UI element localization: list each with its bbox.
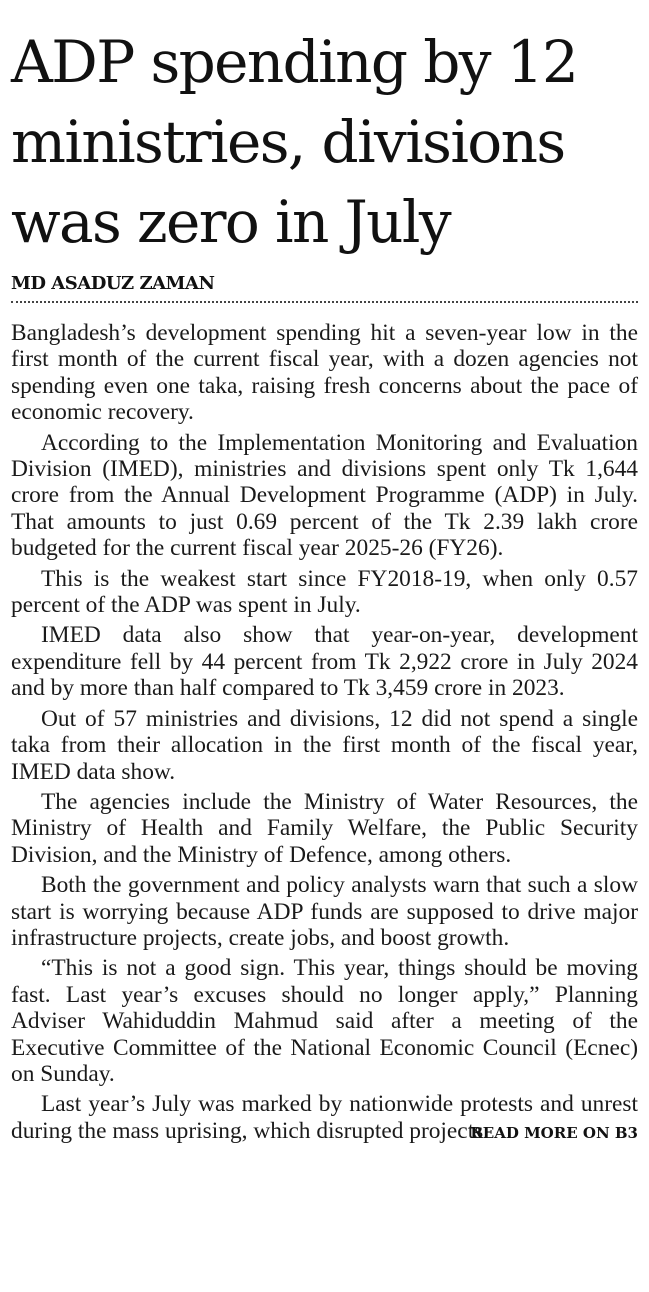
headline-line-2: ministries, divisions [11,108,565,176]
headline-line-1: ADP spending by 12 [11,28,578,96]
paragraph-1: Bangladesh’s development spending hit a seven-year low in the first month of the current fiscal year, with a dozen agencies not spending even one taka, raising fresh concerns about the pace of economic recovery. [11,320,638,426]
headline [11,22,638,262]
paragraph-6: The agencies include the Ministry of Water Resources, the Ministry of Health and Family Welfare, the Public Security Division, and the Ministry of Defence, among others. [11,788,638,868]
byline: MD ASADUZ ZAMAN [11,273,215,294]
news-article [11,22,638,1148]
dotted-divider [11,301,638,303]
paragraph-3: This is the weakest start since FY2018-19, when only 0.57 percent of the ADP was spent in July. [11,565,638,619]
paragraph-5: Out of 57 ministries and divisions, 12 did not spend a single taka from their allocation in the first month of the fiscal year, IMED data show. [11,705,638,785]
paragraph-9: Last year’s July was marked by nationwide protests and unrest during the mass uprising, which disrupted projects. [11,1091,638,1144]
paragraph-4: IMED data also show that year-on-year, development expenditure fell by 44 percent from Tk 2,922 crore in July 2024 and by more than half compared to Tk 3,459 crore in 2023. [11,622,638,702]
paragraph-8: “This is not a good sign. This year, things should be moving fast. Last year’s excuses should no longer apply,” Planning Adviser Wahiduddin Mahmud said after a meeting of the Executive Committee of the National Economic Council (Ecnec) on Sunday. [11,955,638,1087]
article-body [11,320,638,1144]
paragraph-7: Both the government and policy analysts warn that such a slow start is worrying because ADP funds are supposed to drive major infrastructure projects, create jobs, and boost growth. [11,872,638,951]
read-more-jump-line: READ MORE ON B3 [470,1123,638,1142]
paragraph-2: According to the Implementation Monitoring and Evaluation Division (IMED), ministries and divisions spent only Tk 1,644 crore from the Annual Development Programme (ADP) in July. That amounts to just 0.69 percent of the Tk 2.39 lakh crore budgeted for the current fiscal year 2025-26 (FY26). [11,429,638,562]
headline-line-3: was zero in July [11,188,451,256]
